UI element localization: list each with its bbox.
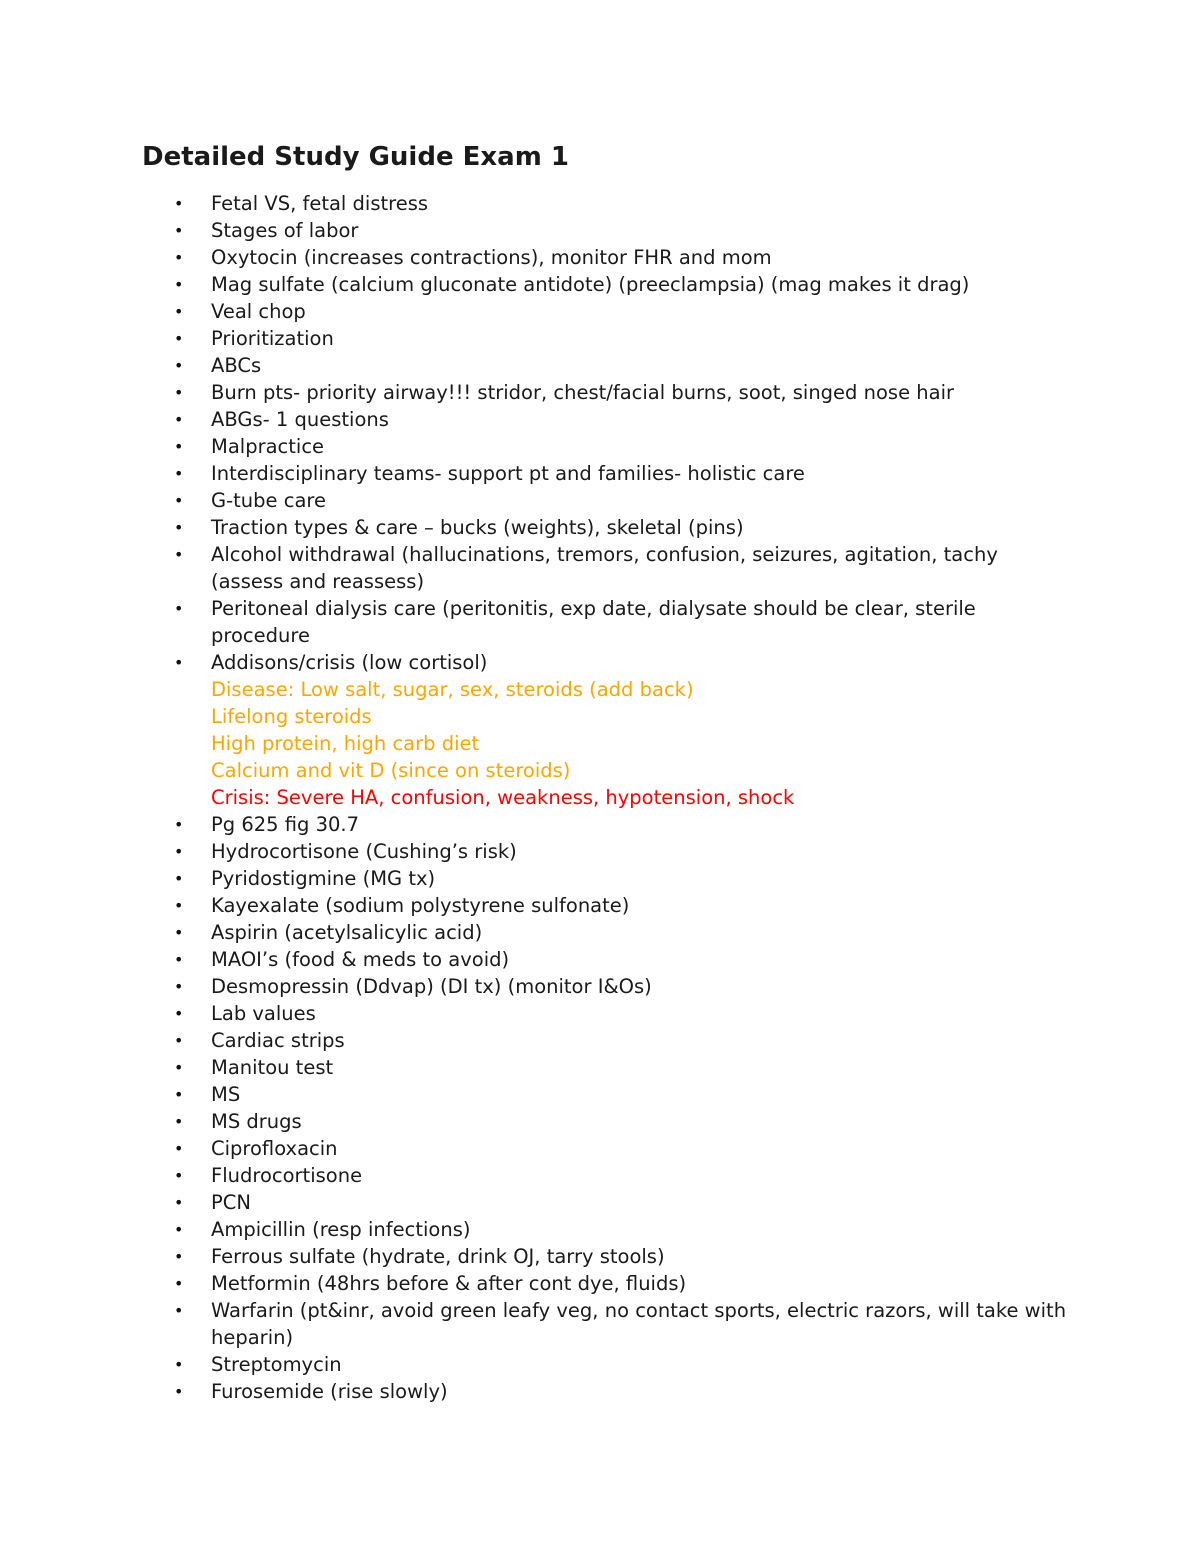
list-item	[0, 892, 1200, 919]
bullet-icon: •	[174, 1112, 184, 1131]
list-item-text: Manitou test	[211, 1056, 334, 1079]
list-item	[0, 298, 1200, 325]
bullet-icon: •	[174, 1220, 184, 1239]
list-item	[0, 1270, 1200, 1297]
bullet-icon: •	[174, 923, 184, 942]
list-item-subline: Calcium and vit D (since on steroids)	[211, 759, 571, 782]
bullet-icon: •	[174, 275, 184, 294]
list-item-text: Furosemide (rise slowly)	[211, 1380, 448, 1403]
list-item-text: PCN	[211, 1191, 251, 1214]
list-item	[0, 1216, 1200, 1243]
bullet-icon: •	[174, 410, 184, 429]
list-item	[0, 649, 1200, 811]
list-item-text: Interdisciplinary teams- support pt and families- holistic care	[211, 462, 805, 485]
list-item-text: Streptomycin	[211, 1353, 342, 1376]
bullet-icon: •	[174, 329, 184, 348]
list-item-text: Ampicillin (resp infections)	[211, 1218, 471, 1241]
bullet-icon: •	[174, 1139, 184, 1158]
list-item	[0, 946, 1200, 973]
list-item-text: Metformin (48hrs before & after cont dye, fluids)	[211, 1272, 687, 1295]
bullet-icon: •	[174, 1382, 184, 1401]
list-item-text: Pyridostigmine (MG tx)	[211, 867, 436, 890]
bullet-icon: •	[174, 950, 184, 969]
bullet-icon: •	[174, 842, 184, 861]
list-item	[0, 433, 1200, 460]
bullet-icon: •	[174, 383, 184, 402]
list-item	[0, 1000, 1200, 1027]
bullet-icon: •	[174, 248, 184, 267]
list-item	[0, 406, 1200, 433]
bullet-icon: •	[174, 1031, 184, 1050]
list-item-subline: Disease: Low salt, sugar, sex, steroids (add back)	[211, 678, 694, 701]
list-item-text: Addisons/crisis (low cortisol)	[211, 651, 488, 674]
list-item	[0, 1162, 1200, 1189]
list-item	[0, 487, 1200, 514]
list-item-text: Malpractice	[211, 435, 325, 458]
list-item-text: Aspirin (acetylsalicylic acid)	[211, 921, 483, 944]
list-item	[0, 1054, 1200, 1081]
list-item	[0, 1351, 1200, 1378]
bullet-icon: •	[174, 491, 184, 510]
list-item	[0, 865, 1200, 892]
list-item-text: Lab values	[211, 1002, 316, 1025]
list-item	[0, 1108, 1200, 1135]
list-item-text: Warfarin (pt&inr, avoid green leafy veg, no contact sports, electric razors, will take with heparin)	[211, 1299, 1067, 1349]
bullet-icon: •	[174, 1004, 184, 1023]
bullet-icon: •	[174, 1166, 184, 1185]
list-item-text: MS drugs	[211, 1110, 302, 1133]
bullet-icon: •	[174, 815, 184, 834]
list-item-text: Peritoneal dialysis care (peritonitis, exp date, dialysate should be clear, sterile procedure	[211, 597, 976, 647]
list-item	[0, 1297, 1200, 1351]
list-item	[0, 919, 1200, 946]
bullet-icon: •	[174, 869, 184, 888]
list-item	[0, 811, 1200, 838]
list-item-text: Alcohol withdrawal (hallucinations, tremors, confusion, seizures, agitation, tachy (assess and reassess)	[211, 543, 998, 593]
list-item-text: Ciprofloxacin	[211, 1137, 338, 1160]
list-item-text: Pg 625 fig 30.7	[211, 813, 360, 836]
bullet-icon: •	[174, 599, 184, 618]
list-item-text: G-tube care	[211, 489, 326, 512]
list-item	[0, 190, 1200, 217]
bullet-icon: •	[174, 896, 184, 915]
bullet-icon: •	[174, 1058, 184, 1077]
list-item-text: Hydrocortisone (Cushing’s risk)	[211, 840, 517, 863]
list-item-text: Kayexalate (sodium polystyrene sulfonate)	[211, 894, 630, 917]
bullet-icon: •	[174, 194, 184, 213]
list-item-text: Fludrocortisone	[211, 1164, 363, 1187]
list-item-text: Desmopressin (Ddvap) (DI tx) (monitor I&Os)	[211, 975, 652, 998]
list-item	[0, 1027, 1200, 1054]
bullet-icon: •	[174, 356, 184, 375]
bullet-icon: •	[174, 302, 184, 321]
list-item-subline: Lifelong steroids	[211, 705, 372, 728]
list-item-text: Mag sulfate (calcium gluconate antidote) (preeclampsia) (mag makes it drag)	[211, 273, 970, 296]
list-item	[0, 352, 1200, 379]
bullet-icon: •	[174, 1274, 184, 1293]
list-item	[0, 595, 1200, 649]
list-item-text: Veal chop	[211, 300, 306, 323]
list-item	[0, 1081, 1200, 1108]
list-item-text: MS	[211, 1083, 241, 1106]
list-item-text: Burn pts- priority airway!!! stridor, chest/facial burns, soot, singed nose hair	[211, 381, 955, 404]
list-item-text: Prioritization	[211, 327, 334, 350]
study-topic-list	[0, 190, 1200, 1405]
bullet-icon: •	[174, 1301, 184, 1320]
list-item-subline: Crisis: Severe HA, confusion, weakness, hypotension, shock	[211, 786, 795, 809]
bullet-icon: •	[174, 464, 184, 483]
list-item	[0, 325, 1200, 352]
list-item	[0, 379, 1200, 406]
document-title: Detailed Study Guide Exam 1	[142, 142, 569, 172]
list-item	[0, 973, 1200, 1000]
list-item	[0, 217, 1200, 244]
list-item	[0, 514, 1200, 541]
list-item-text: Ferrous sulfate (hydrate, drink OJ, tarry stools)	[211, 1245, 665, 1268]
bullet-icon: •	[174, 1247, 184, 1266]
list-item-text: ABGs- 1 questions	[211, 408, 389, 431]
list-item	[0, 460, 1200, 487]
list-item-text: Cardiac strips	[211, 1029, 345, 1052]
bullet-icon: •	[174, 545, 184, 564]
bullet-icon: •	[174, 518, 184, 537]
bullet-icon: •	[174, 1355, 184, 1374]
list-item-text: Traction types & care – bucks (weights), skeletal (pins)	[211, 516, 744, 539]
list-item-text: ABCs	[211, 354, 262, 377]
bullet-icon: •	[174, 653, 184, 672]
list-item	[0, 1189, 1200, 1216]
list-item	[0, 541, 1200, 595]
bullet-icon: •	[174, 977, 184, 996]
list-item	[0, 1135, 1200, 1162]
bullet-icon: •	[174, 221, 184, 240]
list-item-subline: High protein, high carb diet	[211, 732, 480, 755]
list-item	[0, 1243, 1200, 1270]
list-item-text: Fetal VS, fetal distress	[211, 192, 429, 215]
list-item	[0, 244, 1200, 271]
list-item-text: Stages of labor	[211, 219, 359, 242]
bullet-icon: •	[174, 1085, 184, 1104]
bullet-icon: •	[174, 437, 184, 456]
list-item	[0, 838, 1200, 865]
list-item-text: MAOI’s (food & meds to avoid)	[211, 948, 510, 971]
list-item	[0, 271, 1200, 298]
list-item	[0, 1378, 1200, 1405]
list-item-text: Oxytocin (increases contractions), monitor FHR and mom	[211, 246, 772, 269]
bullet-icon: •	[174, 1193, 184, 1212]
